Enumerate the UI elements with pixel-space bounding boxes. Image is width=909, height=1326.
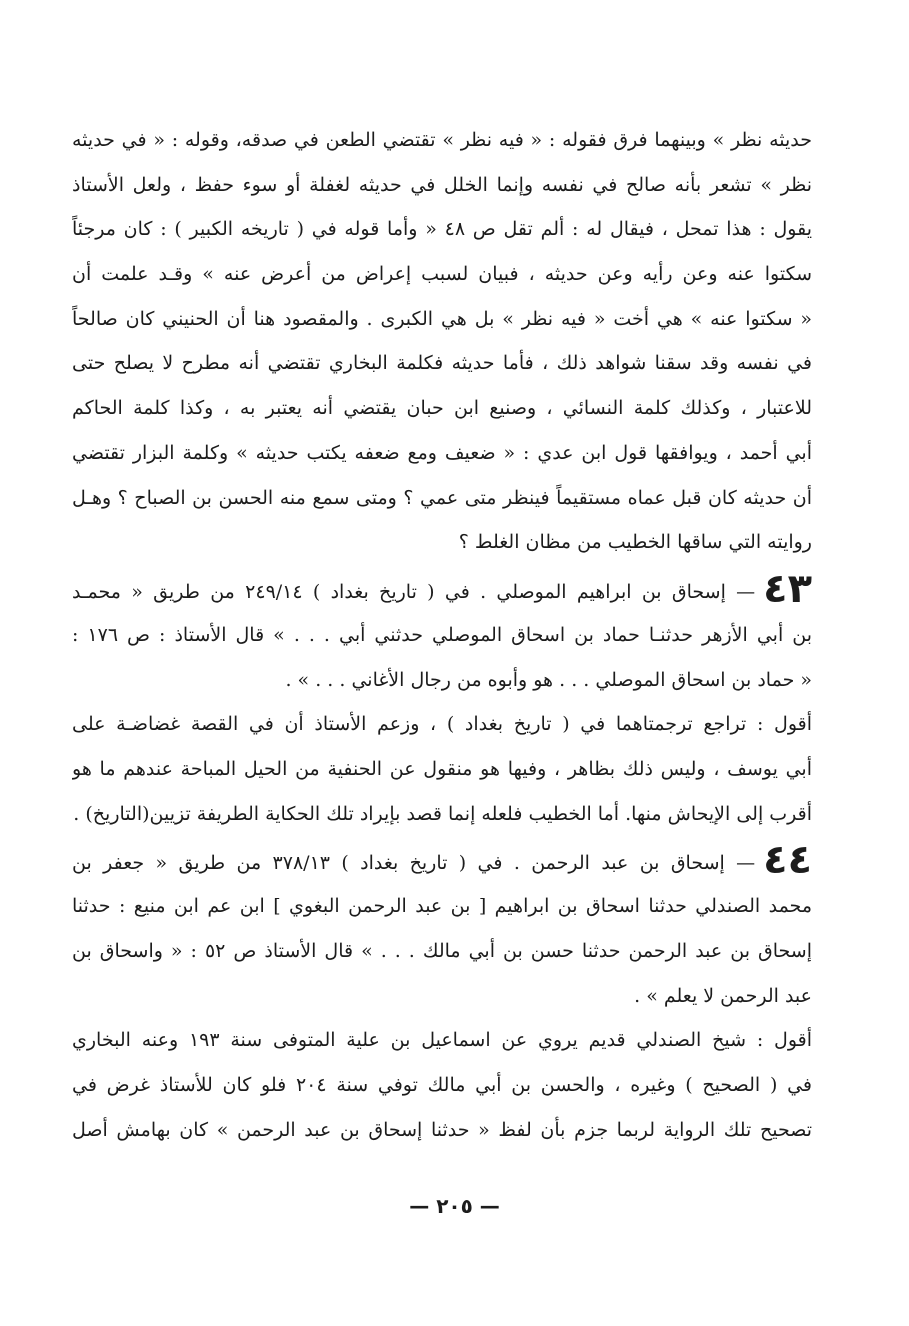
text-line: في نفسه وقد سقنا شواهد ذلك ، فأما حديثه فكلمة البخاري تقتضي أنه مطرح لا يصلح حتى [72, 352, 812, 375]
text-line: « حماد بن اسحاق الموصلي . . . هو وأبوه من رجال الأغاني . . . » . [285, 668, 812, 691]
paragraph-hunaini [72, 118, 812, 565]
text-line: إسحاق بن عبد الرحمن حدثنا حسن بن أبي مالك . . . » قال الأستاذ ص ٥٢ : « واسحاق بن [72, 940, 812, 962]
entry-heading-text: — إسحاق بن عبد الرحمن . في ( تاريخ بغداد ) ٣٧٨/١٣ من طريق « جعفر بن [72, 852, 756, 875]
text-line: يقول : هذا تمحل ، فيقال له : ألم تقل ص ٤٨ « وأما قوله في ( تاريخه الكبير ) : كان مرجئاً [72, 218, 812, 241]
entry-44 [72, 836, 812, 1018]
text-line: بن أبي الأزهر حدثنـا حماد بن اسحاق الموصلي حدثني أبي . . . » قال الأستاذ : ص ١٧٦ : [72, 623, 812, 646]
text-line: « سكتوا عنه » هي أخت « فيه نظر » بل هي الكبرى . والمقصود هنا أن الحنيني كان صالحاً [72, 307, 812, 330]
text-line: روايته التي ساقها الخطيب من مظان الغلط ؟ [458, 531, 812, 554]
text-line: تصحيح تلك الرواية لربما جزم بأن لفظ « حدثنا إسحاق بن عبد الرحمن » كان بهامش أصل [72, 1118, 812, 1141]
paragraph-reply-43 [72, 702, 812, 836]
page-body [72, 118, 812, 1152]
text-line: أقول : شيخ الصندلي قديم يروي عن اسماعيل بن علية المتوفى سنة ١٩٣ وعنه البخاري [72, 1029, 812, 1052]
page-number: — ٢٠٥ — [409, 1194, 500, 1218]
entry-heading-text: — إسحاق بن ابراهيم الموصلي . في ( تاريخ بغداد ) ٢٤٩/١٤ من طريق « محمـد [72, 580, 756, 603]
entry-number: ٤٤ [763, 837, 812, 884]
paragraph-reply-44 [72, 1018, 812, 1152]
entry-heading-line [72, 836, 812, 884]
text-line: أبي أحمد ، ويوافقها قول ابن عدي : « ضعيف ومع ضعفه يكتب حديثه » وكلمة البزار تقتضي [72, 441, 812, 464]
entry-number: ٤٣ [763, 565, 812, 612]
text-line: أن حديثه كان قبل عماه مستقيماً فينظر متى عمي ؟ ومتى سمع منه الحسن بن الصباح ؟ وهـل [72, 486, 812, 509]
text-line: نظر » تشعر بأنه صالح في نفسه وإنما الخلل في حديثه لغفلة أو سوء حفظ ، ولعل الأستاذ [72, 173, 812, 196]
text-line: عبد الرحمن لا يعلم » . [634, 984, 812, 1007]
text-line: أقول : تراجع ترجمتاهما في ( تاريخ بغداد ) ، وزعم الأستاذ أن في القصة غضاضـة على [72, 713, 812, 736]
text-line: للاعتبار ، وكذلك كلمة النسائي ، وصنيع ابن حبان يقتضي أنه يعتبر به ، وكذا كلمة الحاكم [72, 397, 812, 420]
text-line: سكتوا عنه وعن رأيه وعن حديثه ، فبيان لسبب إعراض من أعرض عنه » وقـد علمت أن [72, 263, 812, 286]
entry-heading-line [72, 565, 812, 613]
text-line: أبي يوسف ، وليس ذلك بظاهر ، وفيها هو منقول عن الحنفية من الحيل المباحة عندهم ما هو [72, 757, 812, 780]
text-line: حديثه نظر » وبينهما فرق فقوله : « فيه نظر » تقتضي الطعن في صدقه، وقوله : « في حديثه [72, 129, 812, 151]
entry-43 [72, 565, 812, 702]
text-line: أقرب إلى الإيحاش منها. أما الخطيب فلعله إنما قصد بإيراد تلك الحكاية الطريفة تزيين(التاريخ) . [73, 802, 812, 825]
text-line: في ( الصحيح ) وغيره ، والحسن بن أبي مالك توفي سنة ٢٠٤ فلو كان للأستاذ غرض في [72, 1074, 812, 1097]
text-line: محمد الصندلي حدثنا اسحاق بن ابراهيم [ بن عبد الرحمن البغوي ] ابن عم ابن منيع : حدثنا [72, 895, 812, 918]
